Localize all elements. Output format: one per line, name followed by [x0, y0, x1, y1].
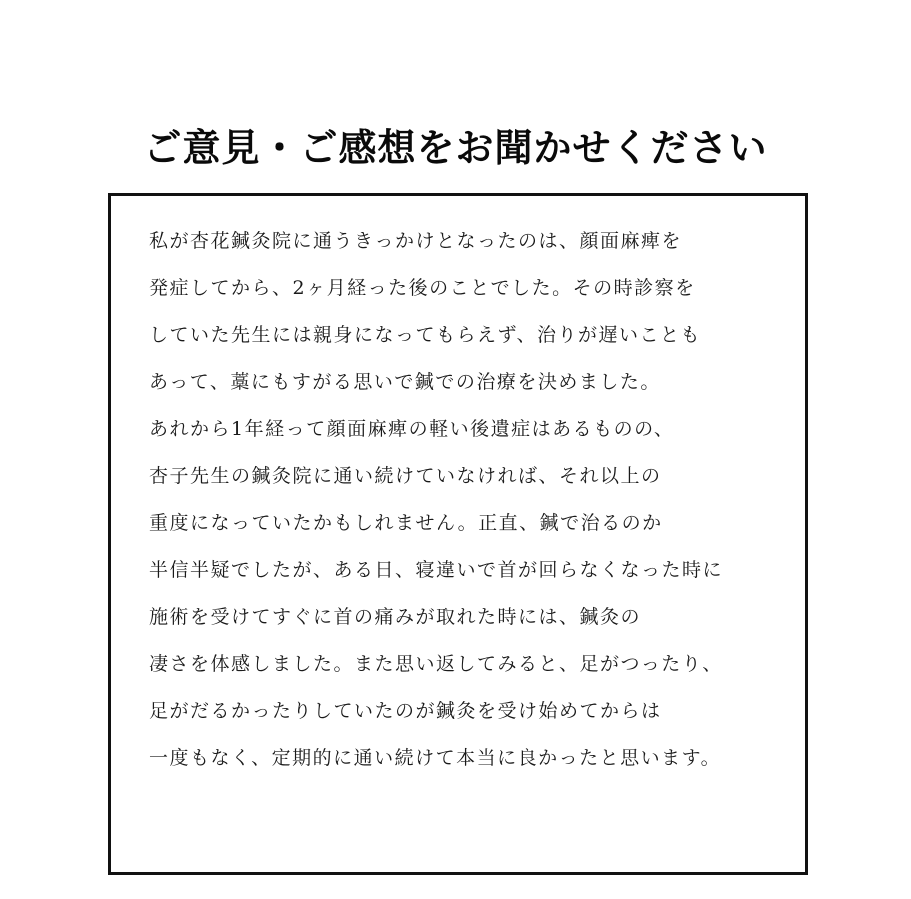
- response-line-8: 半信半疑でしたが、ある日、寝違いで首が回らなくなった時に: [149, 559, 724, 581]
- response-line-11: 足がだるかったりしていたのが鍼灸を受け始めてからは: [149, 700, 662, 722]
- response-line-2: 発症してから、2ヶ月経った後のことでした。その時診察を: [149, 277, 696, 299]
- response-line-9: 施術を受けてすぐに首の痛みが取れた時には、鍼灸の: [149, 606, 642, 628]
- handwritten-response: [149, 218, 789, 782]
- response-line-7: 重度になっていたかもしれません。正直、鍼で治るのか: [149, 512, 663, 534]
- form-title: ご意見・ご感想をお聞かせください: [143, 126, 768, 171]
- response-line-4: あって、藁にもすがる思いで鍼での治療を決めました。: [149, 371, 661, 393]
- response-line-10: 凄さを体感しました。また思い返してみると、足がつったり、: [149, 653, 723, 675]
- response-line-5: あれから1年経って顔面麻痺の軽い後遺症はあるものの、: [149, 418, 675, 440]
- response-line-1: 私が杏花鍼灸院に通うきっかけとなったのは、顔面麻痺を: [149, 230, 683, 252]
- response-box: [108, 193, 808, 875]
- response-line-6: 杏子先生の鍼灸院に通い続けていなければ、それ以上の: [149, 465, 662, 487]
- response-line-3: していた先生には親身になってもらえず、治りが遅いことも: [149, 324, 701, 346]
- response-line-12: 一度もなく、定期的に通い続けて本当に良かったと思います。: [149, 747, 722, 769]
